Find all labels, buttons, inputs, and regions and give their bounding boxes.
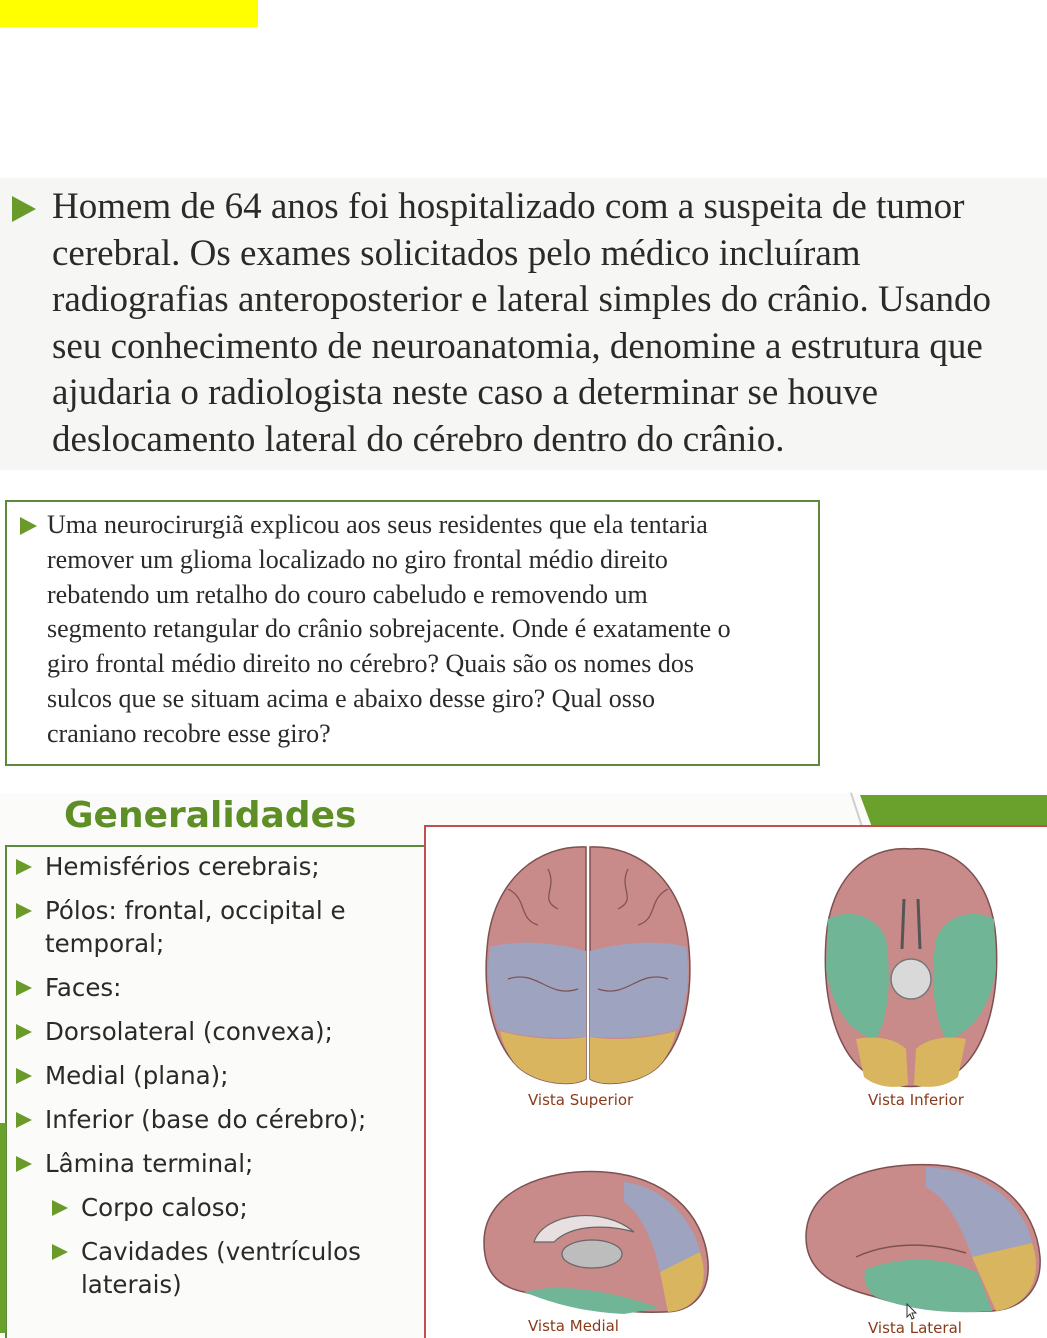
slide-title: Generalidades: [64, 795, 357, 836]
list-item: Pólos: frontal, occipital e temporal;: [14, 894, 424, 960]
list-item: Lâmina terminal;: [14, 1147, 424, 1180]
sub-list-item: Cavidades (ventrículos laterais): [50, 1235, 424, 1301]
decorative-green-band: [860, 795, 1047, 825]
mouse-cursor-icon: [906, 1303, 918, 1321]
caption-superior: Vista Superior: [528, 1091, 634, 1109]
text-line: cerebral. Os exames solicitados pelo médico incluíram: [52, 232, 861, 274]
text-line: seu conhecimento de neuroanatomia, denomine a estrutura que: [52, 325, 983, 367]
text-line: ajudaria o radiologista neste caso a determinar se houve: [52, 372, 879, 413]
brain-medial-view-image: [464, 1162, 716, 1322]
brain-lateral-view-image: [796, 1157, 1046, 1317]
text-line: Homem de 64 anos foi hospitalizado com a suspeita de tumor: [52, 186, 965, 227]
text-line: giro frontal médio direito no cérebro? Quais são os nomes dos: [47, 649, 694, 679]
case-question-2-text: [47, 508, 817, 752]
sub-list-item: Corpo caloso;: [50, 1191, 424, 1224]
list-item: Medial (plana);: [14, 1059, 424, 1092]
text-line: segmento retangular do crânio sobrejacente. Onde é exatamente o: [47, 614, 731, 644]
case-question-1-text: [52, 184, 1047, 463]
text-line: remover um glioma localizado no giro frontal médio direito: [47, 544, 668, 574]
brain-superior-view-image: [478, 839, 698, 1091]
list-item: Inferior (base do cérebro);: [14, 1103, 424, 1136]
bullet-arrow-icon: [20, 517, 37, 535]
list-item: Dorsolateral (convexa);: [14, 1015, 424, 1048]
case-question-2: [5, 500, 820, 766]
text-line: craniano recobre esse giro?: [47, 718, 331, 748]
yellow-highlight: [0, 0, 258, 27]
caption-lateral: Vista Lateral: [868, 1319, 962, 1337]
case-question-1: [0, 178, 1047, 470]
brain-inferior-view-image: [816, 839, 1006, 1091]
bullet-list: [14, 850, 424, 1312]
list-item: Hemisférios cerebrais;: [14, 850, 424, 883]
text-line: radiografias anteroposterior e lateral simples do crânio. Usando: [52, 279, 992, 320]
list-item: Faces:: [14, 971, 424, 1004]
generalidades-slide: [0, 793, 1047, 1338]
text-line: deslocamento lateral do cérebro dentro do crânio.: [52, 418, 785, 460]
brain-views-figure: [424, 825, 1047, 1338]
caption-medial: Vista Medial: [528, 1317, 619, 1335]
decorative-accent: [0, 1123, 6, 1333]
bullet-arrow-icon: [12, 196, 36, 222]
caption-inferior: Vista Inferior: [868, 1091, 964, 1109]
text-line: sulcos que se situam acima e abaixo desse giro? Qual osso: [47, 683, 655, 713]
text-line: rebatendo um retalho do couro cabeludo e removendo um: [47, 579, 648, 609]
text-line: Uma neurocirurgiã explicou aos seus residentes que ela tentaria: [47, 510, 708, 539]
